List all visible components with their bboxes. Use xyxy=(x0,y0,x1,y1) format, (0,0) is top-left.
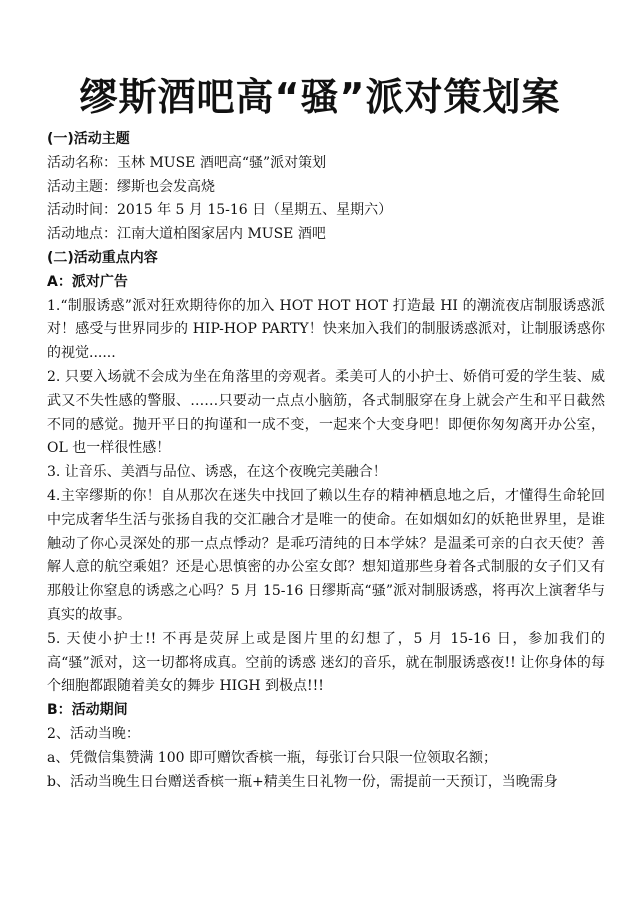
paragraph-3: 3. 让音乐、美酒与品位、诱惑，在这个夜晚完美融合！ xyxy=(47,464,387,481)
document-title: 缪斯酒吧高“骚”派对策划案 xyxy=(79,75,561,119)
activity-theme: 活动主题：缪斯也会发高烧 xyxy=(47,178,215,195)
event-item-a: a、凭微信集赞满 100 即可赠饮香槟一瓶，每张订台只限一位领取名额； xyxy=(47,749,497,766)
paragraph-5: 5. 天使小护士!! 不再是荧屏上或是图片里的幻想了，5 月 15-16 日，参加我们的高“骚”派对，这一切都将成真。空前的诱惑 迷幻的音乐，就在制服诱惑夜!! 让你身体的每个细胞都跟随着美女的舞步 HIGH 到极点!!! xyxy=(47,630,605,695)
subsection-event-period: B：活动期间 xyxy=(47,702,128,719)
paragraph-4: 4.主宰缪斯的你！自从那次在迷失中找回了赖以生存的精神栖息地之后，才懂得生命轮回中完成奢华生活与张扬自我的交汇融合才是唯一的使命。在如烟如幻的妖艳世界里，是谁触动了你心灵深处的那一点点悸动？是乖巧清纯的日本学妹？是温柔可亲的白衣天使？善解人意的航空乘姐？还是心思慎密的办公室女郎？想知道那些身着各式制服的女子们又有那般让你窒息的诱惑之心吗？5 月 15-16 日缪斯高“骚”派对制服诱惑，将再次上演奢华与真实的故事。 xyxy=(47,487,605,623)
activity-place: 活动地点：江南大道柏图家居内 MUSE 酒吧 xyxy=(47,226,326,243)
document-body xyxy=(47,128,605,794)
section-heading-theme: (一)活动主题 xyxy=(47,131,130,147)
event-item-b: b、活动当晚生日台赠送香槟一瓶+精美生日礼物一份，需提前一天预订，当晚需身 xyxy=(47,773,558,790)
event-night-heading: 2、活动当晚： xyxy=(47,725,140,742)
section-heading-content: (二)活动重点内容 xyxy=(47,249,158,266)
paragraph-1: 1.“制服诱惑”派对狂欢期待你的加入 HOT HOT HOT 打造最 HI 的潮流夜店制服诱惑派对！感受与世界同步的 HIP-HOP PARTY！快来加入我们的制服诱惑派对，让制服诱惑你的视觉...... xyxy=(47,297,605,362)
activity-name: 活动名称：玉林 MUSE 酒吧高“骚”派对策划 xyxy=(47,154,327,171)
subsection-party-ad: A：派对广告 xyxy=(47,273,128,290)
paragraph-2: 2. 只要入场就不会成为坐在角落里的旁观者。柔美可人的小护士、娇俏可爱的学生装、威武又不失性感的警服、……只要动一点点小脑筋，各式制服穿在身上就会产生和平日截然不同的感觉。抛开平日的拘谨和一成不变，一起来个大变身吧！即便你匆匆离开办公室，OL 也一样很性感！ xyxy=(47,368,605,457)
activity-time: 活动时间：2015 年 5 月 15-16 日（星期五、星期六） xyxy=(47,202,393,219)
